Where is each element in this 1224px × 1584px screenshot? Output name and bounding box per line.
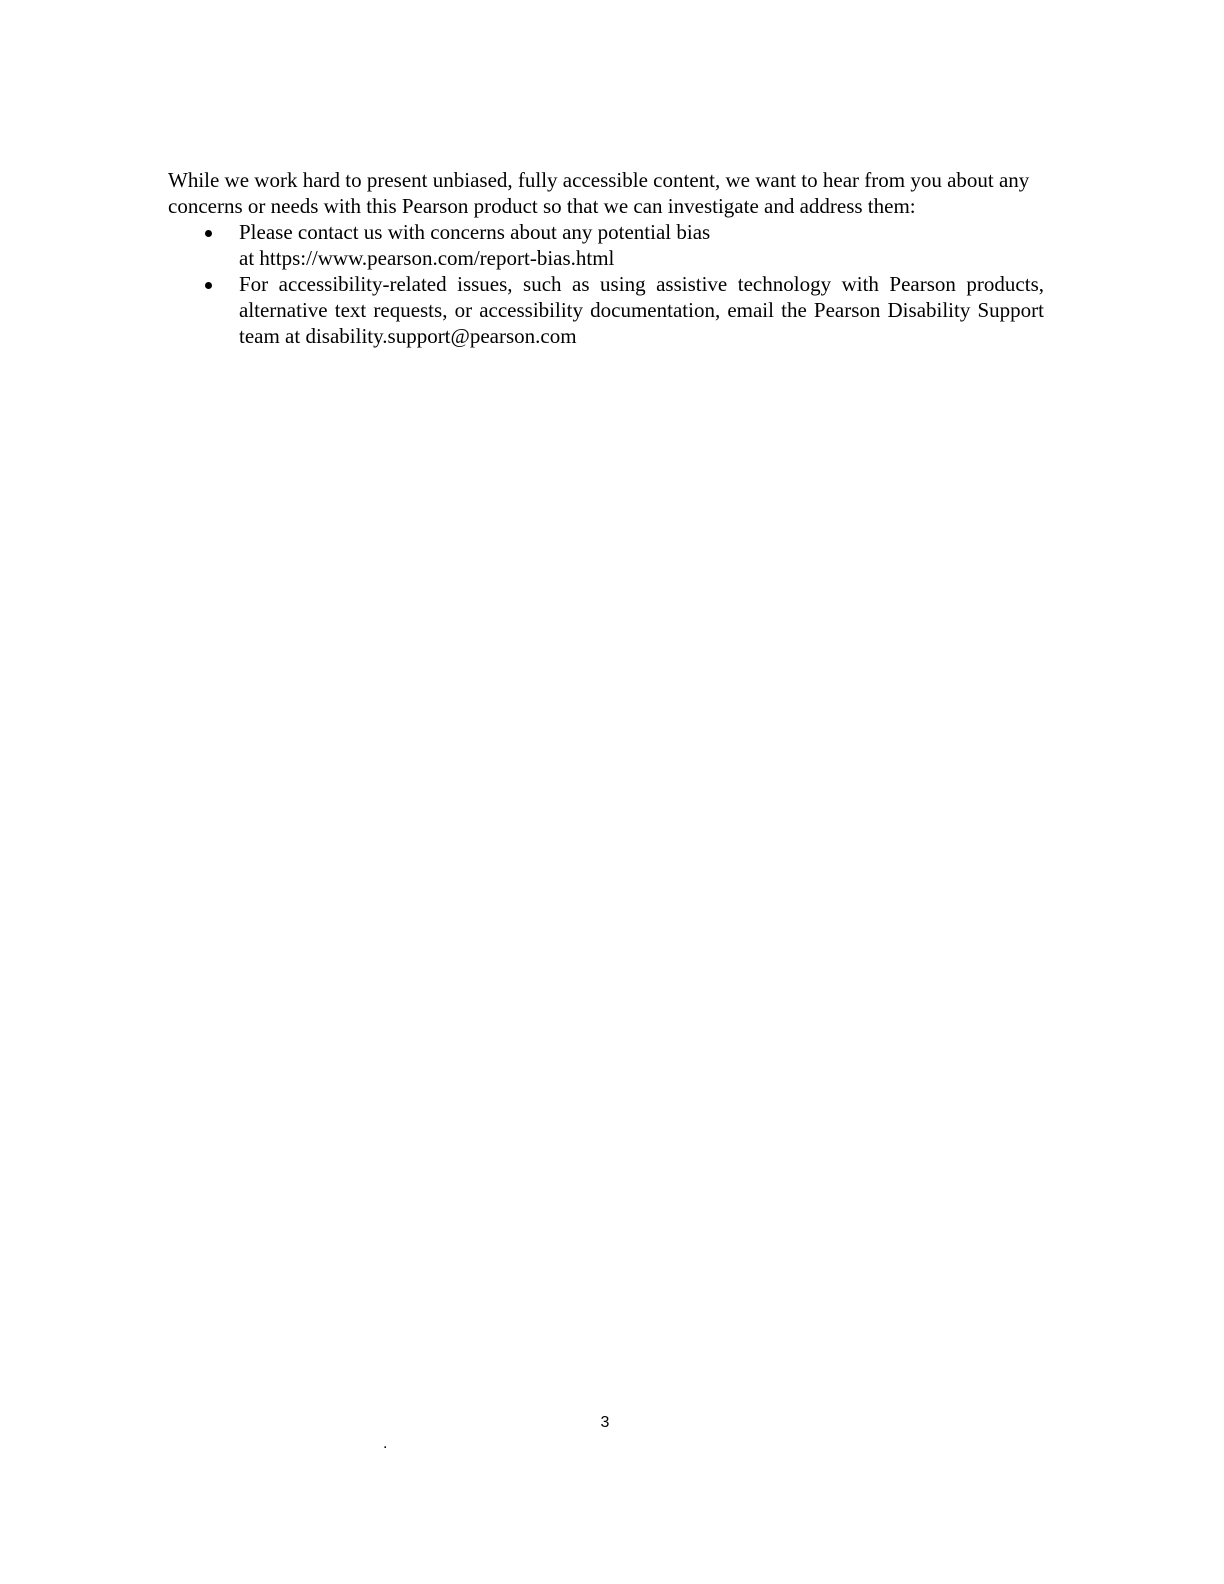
document-body xyxy=(168,167,1044,349)
bullet-icon xyxy=(205,282,212,289)
bullet-icon xyxy=(205,230,212,237)
bias-contact-text: Please contact us with concerns about any potential bias xyxy=(239,220,711,244)
accessibility-contact-text: For accessibility-related issues, such as using assistive technology with Pearson products, alternative text requests, or accessibility documentation, email the Pearson Disability Support team at disability.support@pearson.com xyxy=(239,272,1044,348)
page-number: 3 xyxy=(600,1414,610,1431)
intro-paragraph: While we work hard to present unbiased, fully accessible content, we want to hear from you about any concerns or needs with this Pearson product so that we can investigate and address them: xyxy=(168,168,1030,218)
bias-report-link[interactable]: at https://www.pearson.com/report-bias.html xyxy=(239,246,615,270)
footer-mark: . xyxy=(383,1435,388,1452)
contact-bullet-list xyxy=(168,219,1044,349)
bias-contact-bullet xyxy=(168,219,1044,271)
accessibility-contact-bullet xyxy=(168,271,1044,349)
